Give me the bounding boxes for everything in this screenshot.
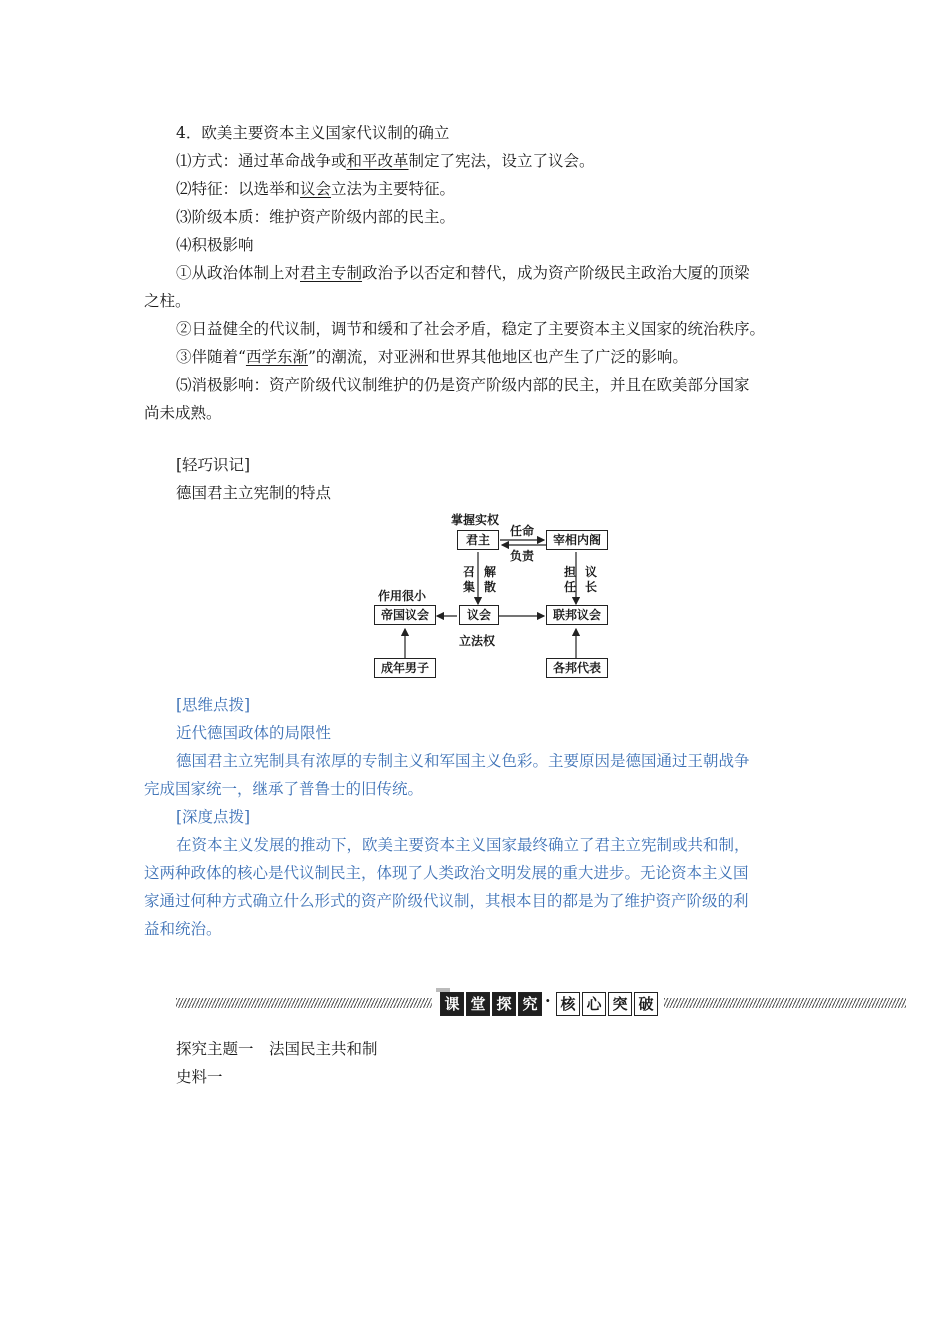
label-chairman: 议长 (584, 565, 597, 594)
explore-source: 史料一 (176, 1068, 223, 1086)
depth-line-1: 在资本主义发展的推动下，欧美主要资本主义国家最终确立了君主立宪制或共和制， (176, 836, 750, 854)
explore-topic: 探究主题一 法国民主共和制 (176, 1040, 378, 1058)
label-dissolve: 解散 (483, 565, 496, 594)
point1-underline: 君主专制 (300, 264, 363, 282)
item-feature-prefix: ⑵特征：以选举和 (176, 180, 301, 198)
memory-tag: [轻巧识记] (176, 456, 251, 474)
banner-char-2: 堂 (466, 992, 490, 1016)
item-feature-suffix: 立法为主要特征。 (331, 180, 456, 198)
thinking-tag: [思维点拨] (176, 696, 251, 714)
banner-dot: · (545, 991, 551, 1010)
positive-point-2: ②日益健全的代议制，调节和缓和了社会矛盾，稳定了主要资本主义国家的统治秩序。 (176, 320, 766, 338)
banner-char-4: 究 (518, 992, 542, 1016)
banner-char-5: 核 (556, 992, 580, 1016)
thinking-line-1: 德国君主立宪制具有浓厚的专制主义和军国主义色彩。主要原因是德国通过王朝战争 (176, 752, 750, 770)
banner-hatch-right (664, 998, 906, 1008)
thinking-title: 近代德国政体的局限性 (176, 724, 332, 742)
point1-prefix: ①从政治体制上对 (176, 264, 301, 282)
banner-char-8: 破 (634, 992, 658, 1016)
box-parliament: 议会 (459, 605, 499, 625)
memory-title: 德国君主立宪制的特点 (176, 484, 332, 502)
depth-line-4: 益和统治。 (144, 920, 222, 938)
box-state-reps: 各邦代表 (546, 658, 608, 678)
item-negative: ⑸消极影响：资产阶级代议制维护的仍是资产阶级内部的民主，并且在欧美部分国家 (176, 376, 750, 394)
item-negative-cont: 尚未成熟。 (144, 404, 222, 422)
thinking-line-2: 完成国家统一，继承了普鲁士的旧传统。 (144, 780, 424, 798)
item-method-prefix: ⑴方式：通过革命战争或 (176, 152, 347, 170)
label-small-role: 作用很小 (378, 589, 427, 603)
label-serve: 担任 (563, 565, 576, 594)
label-summon: 召集 (462, 565, 475, 594)
box-bundesrat: 联邦议会 (546, 605, 608, 625)
label-responsible: 负责 (510, 549, 535, 563)
point3-underline: 西学东渐 (245, 348, 308, 366)
point1-suffix: 政治予以否定和替代，成为资产阶级民主政治大厦的顶梁 (362, 264, 750, 282)
item-positive: ⑷积极影响 (176, 236, 254, 254)
point3-suffix: ”的潮流，对亚洲和世界其他地区也产生了广泛的影响。 (307, 348, 688, 366)
box-chancellor: 宰相内阁 (546, 530, 608, 550)
box-reichstag: 帝国议会 (374, 605, 436, 625)
depth-line-2: 这两种政体的核心是代议制民主，体现了人类政治文明发展的重大进步。无论资本主义国 (144, 864, 749, 882)
label-real-power: 掌握实权 (451, 513, 500, 527)
banner-hatch-left (176, 998, 432, 1008)
box-adult-males: 成年男子 (374, 658, 436, 678)
depth-line-3: 家通过何种方式确立什么形式的资产阶级代议制，其根本目的都是为了维护资产阶级的利 (144, 892, 749, 910)
item-class-nature: ⑶阶级本质：维护资产阶级内部的民主。 (176, 208, 456, 226)
banner-char-7: 突 (608, 992, 632, 1016)
section-heading: 4．欧美主要资本主义国家代议制的确立 (176, 124, 450, 142)
banner-char-1: 课 (440, 992, 464, 1016)
banner-char-6: 心 (582, 992, 606, 1016)
depth-tag: [深度点拨] (176, 808, 251, 826)
item-method-underline: 和平改革 (346, 152, 409, 170)
label-appoint: 任命 (510, 524, 535, 538)
label-legislative: 立法权 (459, 634, 496, 648)
positive-point-1-cont: 之柱。 (144, 292, 191, 310)
point3-prefix: ③伴随着“ (176, 348, 246, 366)
box-monarch: 君主 (457, 530, 499, 550)
item-feature-underline: 议会 (300, 180, 332, 198)
item-method-suffix: 制定了宪法，设立了议会。 (408, 152, 595, 170)
banner-char-3: 探 (492, 992, 516, 1016)
